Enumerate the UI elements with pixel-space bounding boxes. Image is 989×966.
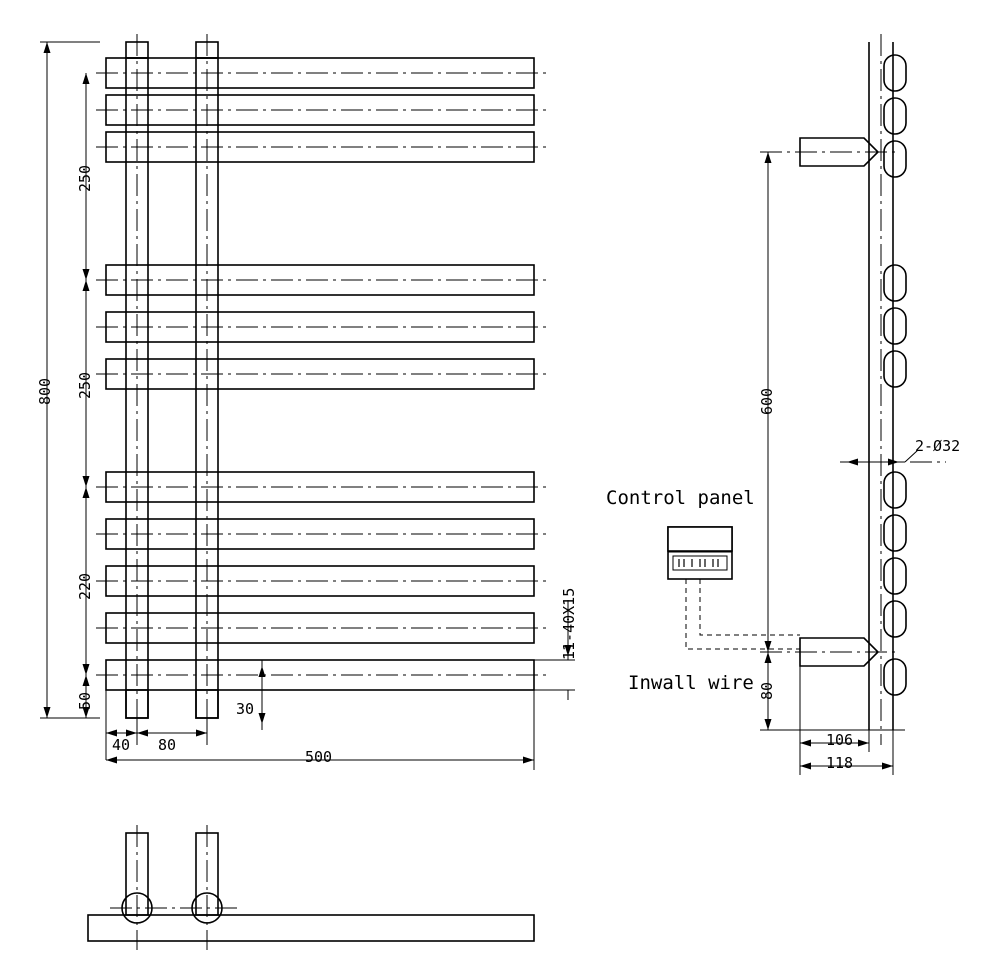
- callout-holes: 2-Ø32: [915, 437, 961, 455]
- top-view-centerlines: [110, 825, 240, 950]
- side-view-dimensions: [760, 152, 918, 775]
- dim-center-spacing: 80: [158, 736, 177, 754]
- dim-depth-outer: 118: [826, 754, 854, 772]
- front-view-geometry: [106, 42, 534, 718]
- dim-group3-height: 220: [76, 572, 94, 600]
- dim-bottom-bracket: 80: [758, 681, 776, 700]
- inwall-wire-path: [686, 579, 800, 649]
- dim-bottom-offset: 50: [76, 691, 94, 710]
- side-view-geometry: [800, 42, 906, 730]
- dim-left-offset: 40: [112, 736, 131, 754]
- dim-depth-inner: 106: [826, 731, 854, 749]
- dim-group2-height: 250: [76, 371, 94, 399]
- dim-overall-height: 800: [36, 377, 54, 405]
- top-view-geometry: [88, 833, 534, 941]
- inwall-wire-label: Inwall wire: [628, 672, 754, 694]
- dim-overall-width: 500: [305, 748, 333, 766]
- callout-tube: 11-40X15: [560, 587, 578, 660]
- control-panel-label: Control panel: [606, 487, 755, 509]
- dim-bracket-spacing: 600: [758, 387, 776, 415]
- front-view-centerlines: [96, 34, 546, 735]
- dim-rail-gap: 30: [236, 700, 255, 718]
- control-panel-geometry: [668, 527, 732, 579]
- dim-group1-height: 250: [76, 164, 94, 192]
